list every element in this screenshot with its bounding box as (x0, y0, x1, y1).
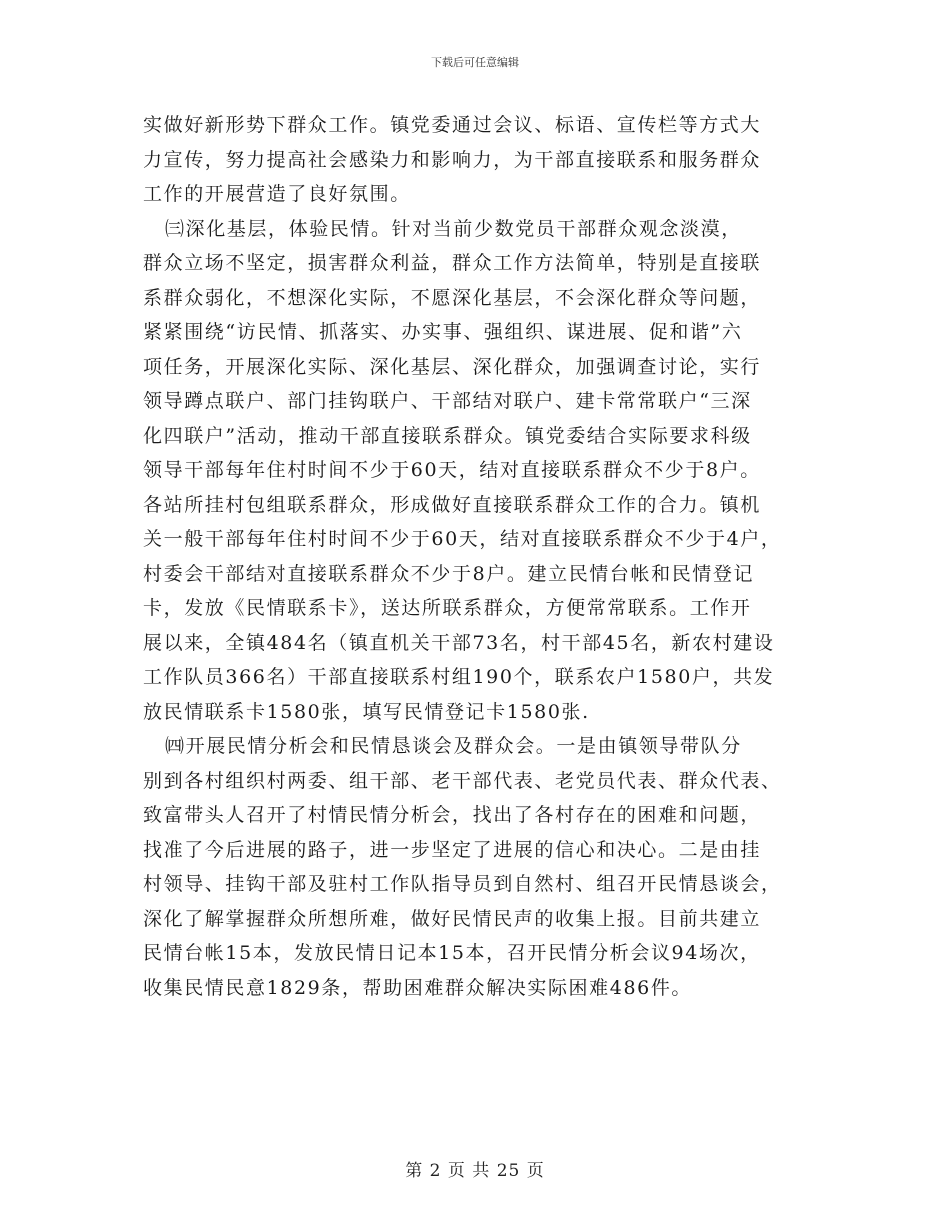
text-line: 各站所挂村包组联系群众，形成做好直接联系群众工作的合力。镇机 (143, 493, 762, 516)
text-line: 系群众弱化，不想深化实际，不愿深化基层，不会深化群众等问题， (143, 286, 762, 309)
text-line: 展以来，全镇484名（镇直机关干部73名，村干部45名，新农村建设 (143, 631, 775, 654)
text-line: 找准了今后进展的路子，进一步坚定了进展的信心和决心。二是由挂 (143, 838, 762, 861)
text-line: 民情台帐15本，发放民情日记本15本，召开民情分析会议94场次， (143, 942, 761, 964)
text-line: 卡，发放《民情联系卡》，送达所联系群众，方便常常联系。工作开 (143, 597, 752, 619)
text-line: 实做好新形势下群众工作。镇党委通过会议、标语、宣传栏等方式大 (143, 114, 762, 136)
text-line: 深化了解掌握群众所想所难，做好民情民声的收集上报。目前共建立 (143, 907, 762, 930)
text-line: 力宣传，努力提高社会感染力和影响力，为干部直接联系和服务群众 (143, 148, 762, 171)
text-line: 放民情联系卡1580张，填写民情登记卡1580张. (143, 700, 590, 723)
text-line: 工作队员366名）干部直接联系村组190个，联系农户1580户，共发 (143, 666, 775, 688)
text-line: 群众立场不坚定，损害群众利益，群众工作方法简单，特别是直接联 (143, 252, 762, 274)
text-line: 村委会干部结对直接联系群众不少于8户。建立民情台帐和民情登记 (143, 562, 755, 585)
text-line: 领导蹲点联户、部门挂钩联户、干部结对联户、建卡常常联户“三深 (143, 390, 752, 412)
text-line: 别到各村组织村两委、组干部、老干部代表、老党员代表、群众代表、 (143, 769, 782, 792)
text-line: 领导干部每年住村时间不少于60天，结对直接联系群众不少于8户。 (143, 459, 761, 481)
section-heading-line: ㈢深化基层，体验民情。针对当前少数党员干部群众观念淡漠， (165, 217, 742, 240)
text-line: 化四联户”活动，推动干部直接联系群众。镇党委结合实际要求科级 (143, 424, 752, 447)
text-line: 项任务，开展深化实际、深化基层、深化群众，加强调查讨论，实行 (143, 355, 762, 378)
header-note: 下载后可任意编辑 (431, 56, 519, 69)
section-heading-line: ㈣开展民情分析会和民情恳谈会及群众会。一是由镇领导带队分 (165, 735, 742, 757)
page-number-footer: 第 2 页 共 25 页 (405, 1161, 545, 1181)
text-line: 收集民情民意1829条，帮助困难群众解决实际困难486件。 (143, 976, 693, 999)
text-line: 紧紧围绕“访民情、抓落实、办实事、强组织、谋进展、促和谐”六 (143, 321, 743, 343)
text-line: 村领导、挂钩干部及驻村工作队指导员到自然村、组召开民情恳谈会， (143, 873, 782, 895)
text-line: 工作的开展营造了良好氛围。 (143, 183, 411, 205)
text-line: 关一般干部每年住村时间不少于60天，结对直接联系群众不少于4户， (143, 528, 782, 550)
body-text (143, 108, 813, 1005)
text-line: 致富带头人召开了村情民情分析会，找出了各村存在的困难和问题， (143, 804, 762, 826)
